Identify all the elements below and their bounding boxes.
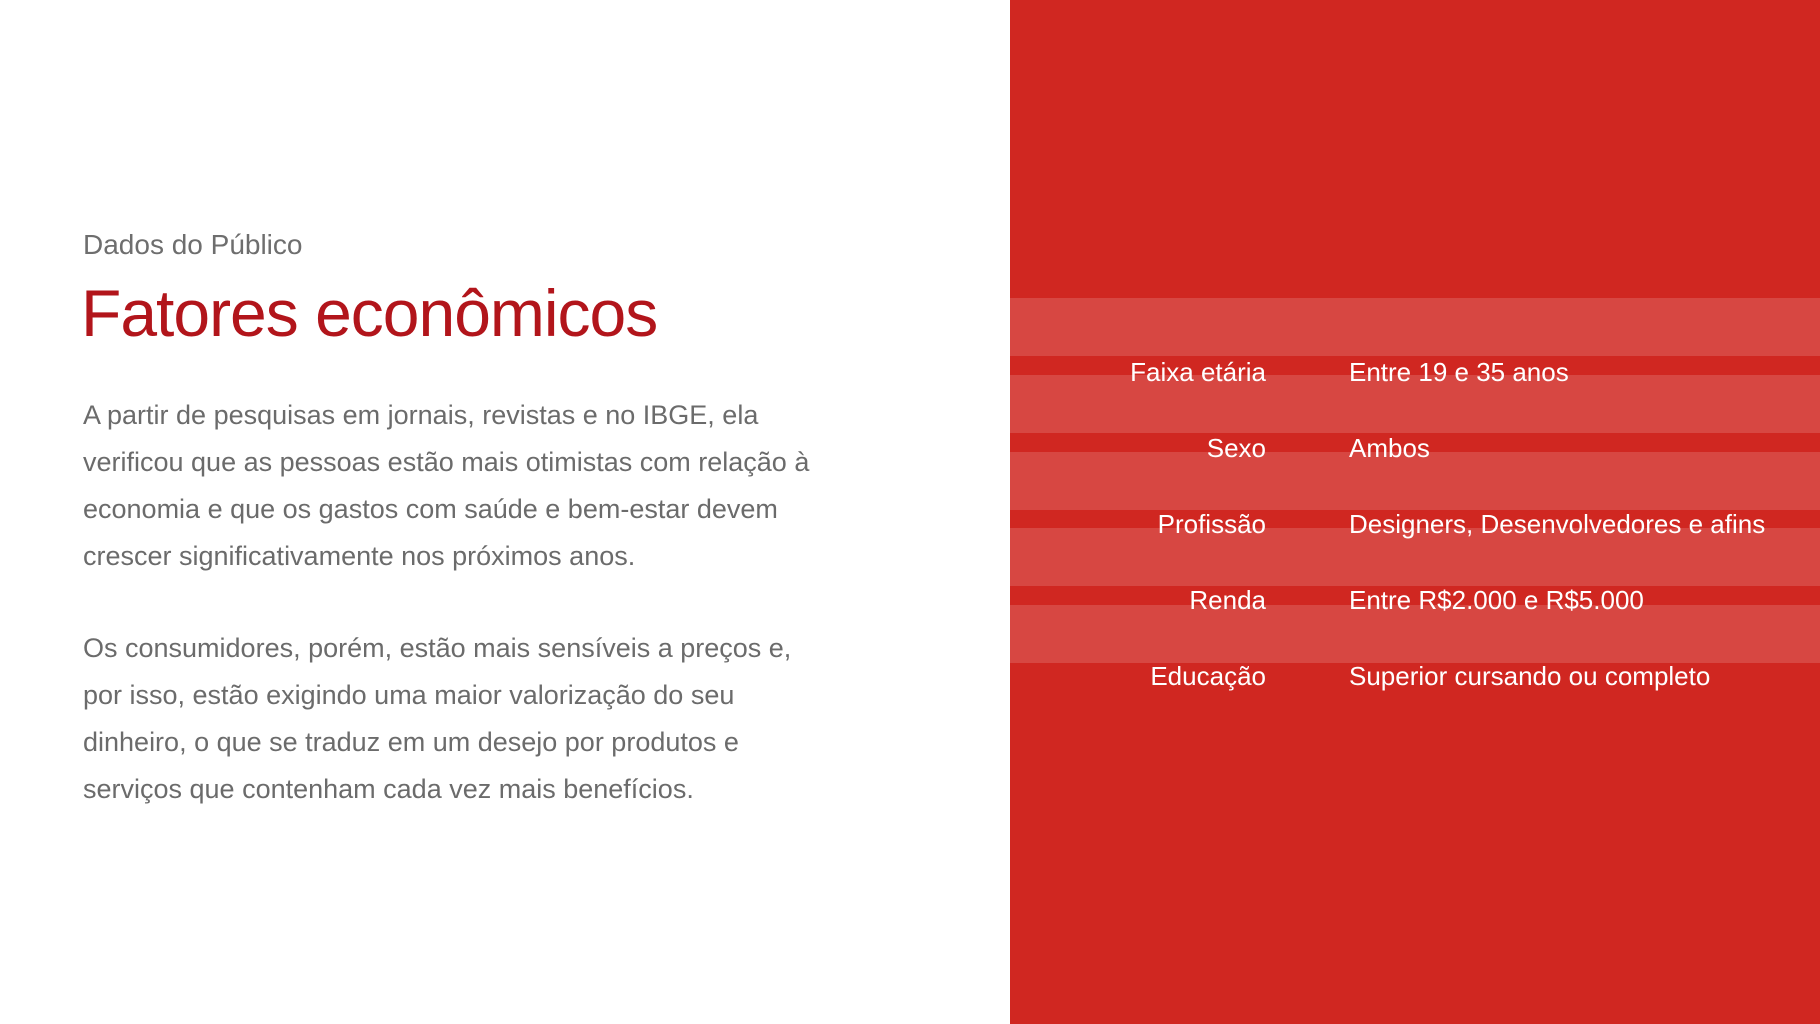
eyebrow-label: Dados do Público (83, 229, 303, 260)
table-row (1010, 659, 1820, 693)
row-band (1010, 298, 1820, 356)
row-label: Educação (1150, 661, 1266, 691)
table-row (1010, 431, 1820, 465)
text-line: por isso, estão exigindo uma maior valorização do seu (83, 680, 735, 710)
row-value: Superior cursando ou completo (1349, 661, 1711, 691)
page-title: Fatores econômicos (81, 276, 658, 350)
text-line: economia e que os gastos com saúde e bem-estar devem (83, 494, 778, 524)
table-row (1010, 507, 1820, 541)
text-line: Os consumidores, porém, estão mais sensíveis a preços e, (83, 633, 792, 663)
data-panel (1010, 0, 1820, 1024)
row-label: Sexo (1206, 433, 1266, 463)
text-line: crescer significativamente nos próximos anos. (83, 541, 636, 571)
text-line: verificou que as pessoas estão mais otimistas com relação à (83, 447, 810, 477)
table-row (1010, 355, 1820, 389)
row-value: Ambos (1349, 433, 1430, 463)
paragraph-1 (83, 392, 809, 580)
paragraph-2 (83, 625, 791, 813)
text-line: dinheiro, o que se traduz em um desejo por produtos e (83, 727, 739, 757)
row-label: Renda (1189, 585, 1266, 615)
row-value: Entre R$2.000 e R$5.000 (1349, 585, 1644, 615)
row-label: Faixa etária (1130, 357, 1266, 387)
text-line: A partir de pesquisas em jornais, revistas e no IBGE, ela (83, 400, 759, 430)
text-line: serviços que contenham cada vez mais benefícios. (83, 774, 694, 804)
row-value: Designers, Desenvolvedores e afins (1349, 509, 1766, 539)
table-row (1010, 583, 1820, 617)
row-value: Entre 19 e 35 anos (1349, 357, 1569, 387)
row-label: Profissão (1157, 509, 1266, 539)
